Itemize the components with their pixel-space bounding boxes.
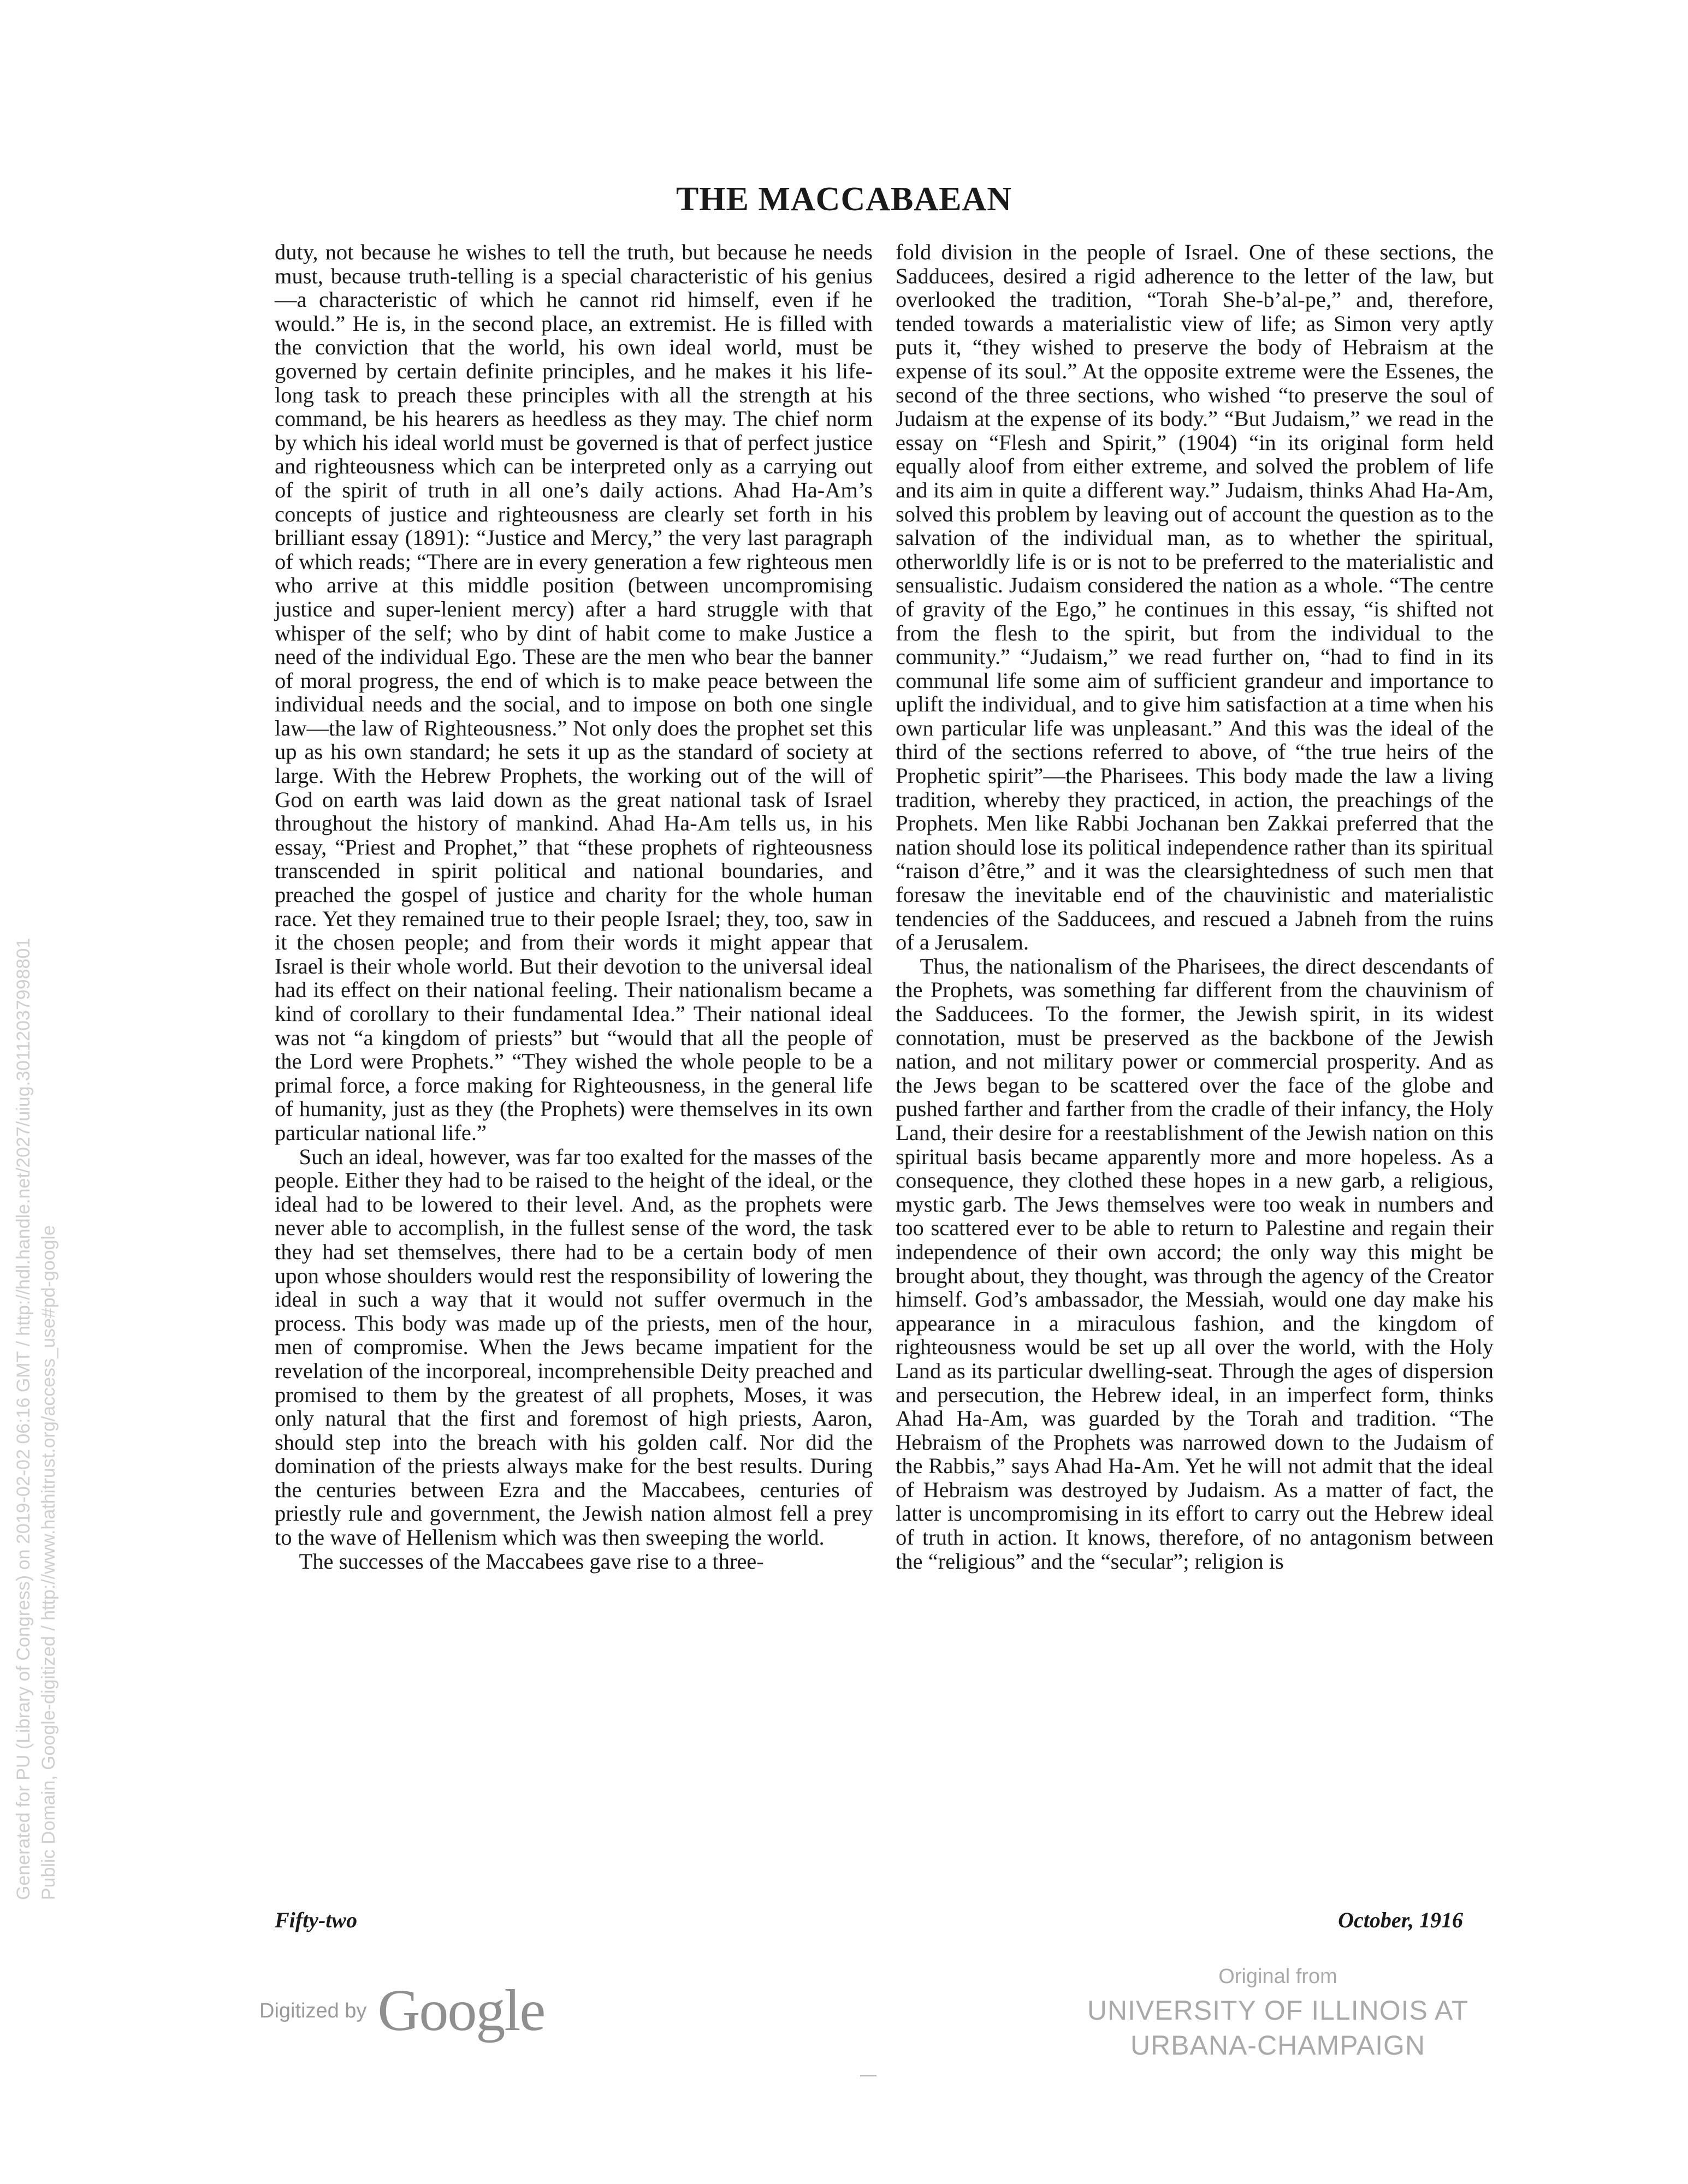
hathitrust-watermark bbox=[11, 938, 61, 1900]
left-column bbox=[275, 240, 873, 1573]
original-from-label: Original from bbox=[1218, 1965, 1337, 1988]
original-source bbox=[1059, 1960, 1496, 2063]
paragraph: Such an ideal, however, was far too exalted for the masses of the people. Either they had to be raised to the height of the ideal, or the ideal had to be lowered to their level. And, as the prophets were never able to accomplish, in the fullest sense of the word, the task they had set themselves, there had to be a certain body of men upon whose shoulders would rest the responsibility of lowering the ideal in such a way that it would not suffer overmuch in the process. This body was made up of the priests, men of the hour, men of compromise. When the Jews became impatient for the revelation of the incorporeal, incomprehensible Deity preached and promised to them by the greatest of all prophets, Moses, it was only natural that the first and foremost of high priests, Aaron, should step into the breach with his golden calf. Nor did the domination of the priests always make for the best results. During the centuries between Ezra and the Maccabees, centuries of priestly rule and government, the Jewish nation almost fell a prey to the wave of Hellenism which was then sweeping the world. bbox=[275, 1144, 873, 1550]
google-logo: Google bbox=[377, 1978, 545, 2043]
university-name: UNIVERSITY OF ILLINOIS AT bbox=[1087, 1995, 1469, 2026]
page-header: THE MACCABAEAN bbox=[676, 181, 1012, 218]
digitized-label: Digitized by bbox=[259, 1999, 367, 2022]
issue-date: October, 1916 bbox=[1338, 1908, 1463, 1932]
paragraph: fold division in the people of Israel. One of these sections, the Sadducees, desired a rigid adherence to the letter of the law, but overlooked the tradition, “Torah She-b’al-pe,” and, therefore, tended towards a materialistic view of life; as Simon very aptly puts it, “they wished to preserve the body of Hebraism at the expense of its soul.” At the opposite extreme were the Essenes, the second of the three sections, who wished “to preserve the soul of Judaism at the expense of its body.” “But Judaism,” we read in the essay on “Flesh and Spirit,” (1904) “in its original form held equally aloof from either extreme, and solved the problem of life and its aim in quite a different way.” Judaism, thinks Ahad Ha-Am, solved this problem by leaving out of account the question as to the salvation of the individual man, as to whether the spiritual, otherworldly life is or is not to be preferred to the materialistic and sensualistic. Judaism considered the nation as a whole. “The centre of gravity of the Ego,” he continues in this essay, “is shifted not from the flesh to the spirit, but from the individual to the community.” “Judaism,” we read further on, “had to find in its communal life some aim of sufficient grandeur and importance to uplift the individual, and to give him satisfaction at a time when his own particular life was unpleasant.” And this was the ideal of the third of the sections referred to above, of “the true heirs of the Prophetic spirit”—the Pharisees. This body made the law a living tradition, whereby they practiced, in action, the preachings of the Prophets. Men like Rabbi Jochanan ben Zakkai preferred that the nation should lose its political independence rather than its spiritual “raison d’être,” and it was the clearsightedness of such men that foresaw the inevitable end of the chauvinistic and materialistic tendencies of the Sadducees, and rescued a Jabneh from the ruins of a Jerusalem. bbox=[896, 240, 1494, 955]
paragraph: Thus, the nationalism of the Pharisees, the direct descendants of the Prophets, was something far different from the chauvinism of the Sadducees. To the former, the Jewish spirit, in its widest connotation, must be preserved as the backbone of the Jewish nation, and not military power or commercial prosperity. And as the Jews began to be scattered over the face of the globe and pushed farther and farther from the cradle of their infancy, the Holy Land, their desire for a reestablishment of the Jewish nation on this spiritual basis became apparently more and more hopeless. As a consequence, they clothed these hopes in a new garb, a religious, mystic garb. The Jews themselves were too weak in numbers and too scattered ever to be able to return to Palestine and regain their independence of their own accord; the only way this might be brought about, they thought, was through the agency of the Creator himself. God’s ambassador, the Messiah, would one day make his appearance in a miraculous fashion, and the kingdom of righteousness would be set up all over the world, with the Holy Land as its particular dwelling-seat. Through the ages of dispersion and persecution, the Hebrew ideal, in an imperfect form, thinks Ahad Ha-Am, was guarded by the Torah and tradition. “The Hebraism of the Prophets was narrowed down to the Judaism of the Rabbis,” says Ahad Ha-Am. Yet he will not admit that the ideal of Hebraism was destroyed by Judaism. As a matter of fact, the latter is uncompromising in its effort to carry out the Hebrew ideal of truth in action. It knows, therefore, of no antagonism between the “religious” and the “secular”; religion is bbox=[896, 953, 1494, 1574]
paragraph: The successes of the Maccabees gave rise to a three- bbox=[299, 1548, 764, 1574]
divider bbox=[860, 2075, 876, 2076]
right-column bbox=[896, 240, 1494, 1573]
university-location: URBANA-CHAMPAIGN bbox=[1130, 2030, 1426, 2061]
paragraph: duty, not because he wishes to tell the truth, but because he needs must, because truth-telling is a special characteristic of his genius—a characteristic of which he cannot rid himself, even if he would.” He is, in the second place, an extremist. He is filled with the conviction that the world, his own ideal world, must be governed by certain definite principles, and he makes it his life-long task to preach these principles with all the strength at his command, be his hearers as heedless as they may. The chief norm by which his ideal world must be governed is that of perfect justice and righteousness which can be interpreted only as a carrying out of the spirit of truth in all one’s daily actions. Ahad Ha-Am’s concepts of justice and righteousness are clearly set forth in his brilliant essay (1891): “Justice and Mercy,” the very last paragraph of which reads; “There are in every generation a few righteous men who arrive at this middle position (between uncompromising justice and super-lenient mercy) after a hard struggle with that whisper of the self; who by dint of habit come to make Justice a need of the individual Ego. These are the men who bear the banner of moral progress, the end of which is to make peace between the individual needs and the social, and to impose on both one single law—the law of Righteousness.” Not only does the prophet set this up as his own standard; he sets it up as the standard of society at large. With the Hebrew Prophets, the working out of the will of God on earth was laid down as the great national task of Israel throughout the history of mankind. Ahad Ha-Am tells us, in his essay, “Priest and Prophet,” that “these prophets of righteousness transcended in spirit political and national boundaries, and preached the gospel of justice and charity for the whole human race. Yet they remained true to their people Israel; they, too, saw in it the chosen people; and from their words it might appear that Israel is their whole world. But their devotion to the universal ideal had its effect on their national feeling. Their nationalism became a kind of corollary to their fundamental Idea.” Their national ideal was not “a kingdom of priests” but “would that all the people of the Lord were Prophets.” “They wished the whole people to be a primal force, a force making for Righteousness, in the general life of humanity, just as they (the Prophets) were themselves in its own particular national life.” bbox=[275, 240, 873, 1145]
page-number: Fifty-two bbox=[275, 1908, 358, 1932]
digitized-by-google bbox=[259, 1978, 598, 2043]
watermark-line: Public Domain, Google-digitized / http://www.hathitrust.org/access_use#pd-google bbox=[38, 1225, 59, 1900]
watermark-line: Generated for PU (Library of Congress) on 2019-02-02 06:16 GMT / http://hdl.handle.net/2027/uiug.30112037998801 bbox=[13, 937, 34, 1900]
